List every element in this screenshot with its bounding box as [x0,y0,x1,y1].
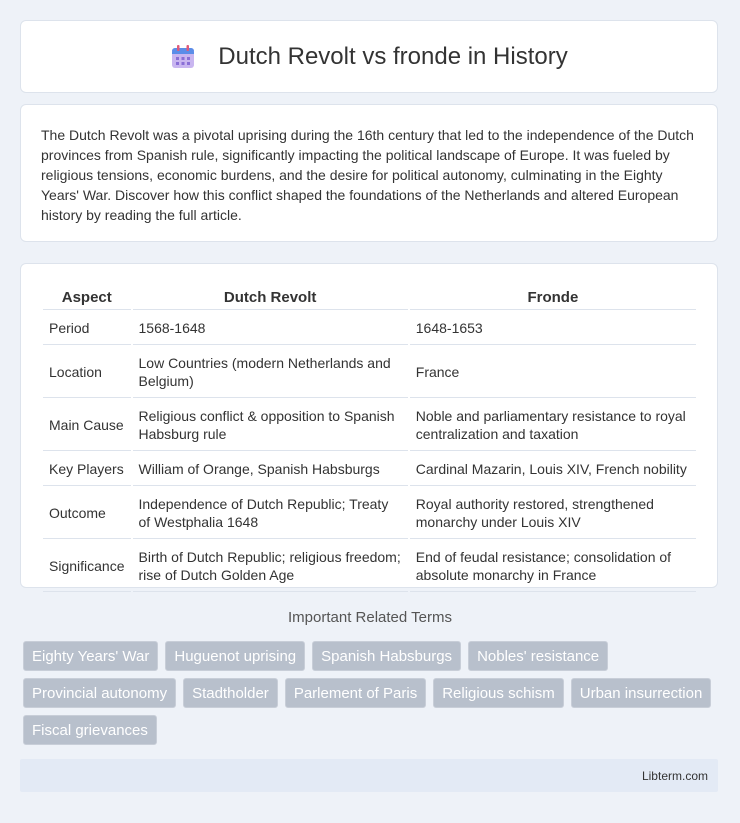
table-row [43,488,696,539]
title-wrap [170,43,567,71]
header-dutch-revolt: Dutch Revolt [133,286,408,310]
table-row [43,347,696,398]
row-aspect: Significance [43,541,131,592]
row-dutch-revolt: Low Countries (modern Netherlands and Belgium) [133,347,408,398]
row-dutch-revolt: 1568-1648 [133,312,408,345]
title-card [20,20,718,93]
table-row [43,541,696,592]
row-fronde: Cardinal Mazarin, Louis XIV, French nobility [410,453,696,486]
comparison-table [41,284,698,594]
term-tag[interactable]: Huguenot uprising [165,641,305,671]
row-aspect: Key Players [43,453,131,486]
term-tag[interactable]: Nobles' resistance [468,641,608,671]
table-header-row [43,286,696,310]
related-terms-list [23,641,723,745]
footer-site-link[interactable]: Libterm.com [641,768,708,783]
comparison-card [20,263,718,588]
term-tag[interactable]: Parlement of Paris [285,678,426,708]
page-title: Dutch Revolt vs fronde in History [218,42,568,70]
table-row [43,312,696,345]
table-row [43,400,696,451]
term-tag[interactable]: Religious schism [433,678,564,708]
intro-card [20,104,718,242]
row-fronde: End of feudal resistance; consolidation of absolute monarchy in France [410,541,696,592]
table-row [43,453,696,486]
row-dutch-revolt: William of Orange, Spanish Habsburgs [133,453,408,486]
footer [20,759,718,792]
row-aspect: Outcome [43,488,131,539]
term-tag[interactable]: Eighty Years' War [23,641,158,671]
row-dutch-revolt: Birth of Dutch Republic; religious freedom; rise of Dutch Golden Age [133,541,408,592]
term-tag[interactable]: Urban insurrection [571,678,712,708]
row-aspect: Main Cause [43,400,131,451]
related-terms-title: Important Related Terms [288,609,452,626]
row-fronde: Royal authority restored, strengthened monarchy under Louis XIV [410,488,696,539]
row-fronde: France [410,347,696,398]
header-aspect: Aspect [43,286,131,310]
row-aspect: Period [43,312,131,345]
row-fronde: Noble and parliamentary resistance to royal centralization and taxation [410,400,696,451]
row-dutch-revolt: Religious conflict & opposition to Spanish Habsburg rule [133,400,408,451]
term-tag[interactable]: Provincial autonomy [23,678,176,708]
row-aspect: Location [43,347,131,398]
term-tag[interactable]: Fiscal grievances [23,715,157,745]
intro-paragraph: The Dutch Revolt was a pivotal uprising during the 16th century that led to the independence of the Dutch provinces from Spanish rule, significantly impacting the political landscape of Europe. It was fueled by religious tensions, economic burdens, and the desire for political autonomy, culminating in the Eighty Years' War. Discover how this conflict shaped the foundations of the Netherlands and altered European history by reading the full article. [41,127,694,223]
term-tag[interactable]: Spanish Habsburgs [312,641,461,671]
header-fronde: Fronde [410,286,696,310]
row-fronde: 1648-1653 [410,312,696,345]
term-tag[interactable]: Stadtholder [183,678,278,708]
row-dutch-revolt: Independence of Dutch Republic; Treaty of Westphalia 1648 [133,488,408,539]
calendar-icon [170,44,196,70]
